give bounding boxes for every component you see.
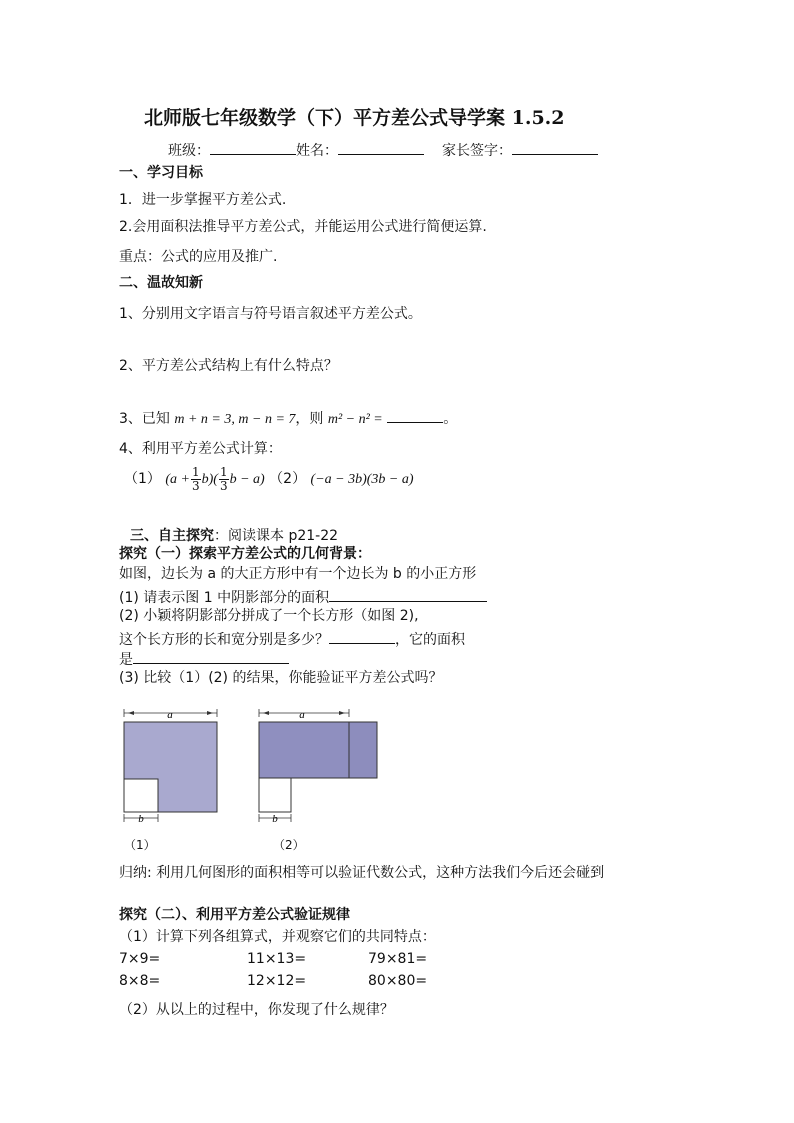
summary-text: 归纳: 利用几何图形的面积相等可以验证代数公式，这种方法我们今后还会碰到 [119, 865, 605, 881]
review-question-3 [119, 408, 457, 429]
calc2-expression: (−a − 3b)(3b − a) [310, 472, 414, 487]
parent-signature-label: 家长签字： [442, 143, 512, 159]
explore-heading-bold: 三、自主探究 [130, 528, 214, 544]
explore2-line-1: （1）计算下列各组算式，并观察它们的共同特点： [119, 929, 436, 945]
review-question-2: 2、平方差公式结构上有什么特点？ [119, 358, 338, 374]
calc-row-2-col-3: 80×80= [368, 973, 428, 989]
goal-item-1: 1．进一步掌握平方差公式. [119, 192, 287, 208]
explore1-line-1: 如图，边长为 a 的大正方形中有一个边长为 b 的小正方形 [119, 566, 477, 582]
explore-heading-rest: ：阅读课本 p21-22 [214, 528, 339, 544]
calc1-part-a: (a + [165, 472, 190, 487]
q3-mid: ，则 [295, 411, 324, 427]
figure-1-caption: （1） [124, 838, 156, 852]
small-square-1 [124, 779, 158, 812]
rectangle-main-2 [259, 722, 349, 778]
goal-item-2: 2.会用面积法推导平方差公式，并能运用公式进行简便运算. [119, 219, 487, 235]
fraction-one-third-a: $\frac{1}{3}$ [191, 464, 200, 493]
class-field[interactable] [210, 140, 296, 155]
section-heading-goals: 一、学习目标 [119, 165, 203, 181]
q3-prefix: 3、已知 [119, 411, 170, 427]
q3-end: 。 [443, 411, 458, 427]
figure-2-caption: （2） [273, 838, 305, 852]
label-a-1: a [167, 709, 173, 721]
q3-condition: m + n = 3, m − n = 7 [174, 412, 296, 427]
explore2-title: 探究（二）、利用平方差公式验证规律 [119, 907, 350, 923]
page-title: 北师版七年级数学（下）平方差公式导学案 1.5.2 [144, 107, 565, 129]
explore1-line-4: 这个长方形的长和宽分别是多少？ ，它的面积 [119, 629, 465, 649]
calc-expressions [124, 464, 414, 495]
explore1-line-6: (3) 比较（1）(2) 的结果，你能验证平方差公式吗？ [119, 670, 443, 686]
calc1-part-c: b − a) [229, 472, 265, 487]
calc1-label: （1） [124, 471, 161, 487]
fraction-one-third-b: $\frac{1}{3}$ [219, 464, 228, 493]
review-question-4: 4、利用平方差公式计算： [119, 441, 282, 457]
explore1-line-2: (1) 请表示图 1 中阴影部分的面积 [119, 587, 487, 607]
explore1-line-5: 是 [119, 649, 289, 669]
rectangle-area-blank[interactable] [133, 649, 289, 664]
shaded-area-blank[interactable] [329, 587, 487, 602]
parent-signature-field[interactable] [512, 140, 598, 155]
calc-row-2-col-2: 12×12= [247, 973, 307, 989]
section-heading-review: 二、温故知新 [119, 275, 203, 291]
section-heading-explore [130, 527, 338, 545]
calc-row-1-col-1: 7×9= [119, 951, 161, 967]
geometry-figures [0, 700, 794, 860]
figure-1 [124, 709, 217, 825]
label-b-2: b [272, 813, 278, 825]
goal-focus: 重点：公式的应用及推广. [119, 249, 278, 265]
rectangle-side-2 [349, 722, 377, 778]
small-square-2 [259, 778, 291, 812]
q3-expression: m² − n² = [327, 412, 383, 427]
calc-row-1-col-3: 79×81= [368, 951, 428, 967]
length-width-blank[interactable] [329, 629, 395, 644]
explore1-line-3: (2) 小颖将阴影部分拼成了一个长方形（如图 2), [119, 608, 419, 624]
calc1-part-b: b)( [201, 472, 218, 487]
q3-answer-blank[interactable] [387, 408, 443, 423]
calc-row-2-col-1: 8×8= [119, 973, 161, 989]
review-question-1: 1、分别用文字语言与符号语言叙述平方差公式。 [119, 306, 422, 322]
label-b-1: b [138, 813, 144, 825]
class-label: 班级： [168, 143, 210, 159]
calc2-label: （2） [269, 471, 307, 487]
calc-row-1-col-2: 11×13= [247, 951, 307, 967]
explore2-line-2: （2）从以上的过程中，你发现了什么规律？ [119, 1002, 394, 1018]
figure-2 [259, 709, 377, 825]
name-field[interactable] [338, 140, 424, 155]
explore1-title: 探究（一）探索平方差公式的几何背景： [119, 546, 371, 562]
name-label: 姓名： [296, 143, 338, 159]
student-info-line [168, 140, 598, 160]
label-a-2: a [299, 709, 305, 721]
